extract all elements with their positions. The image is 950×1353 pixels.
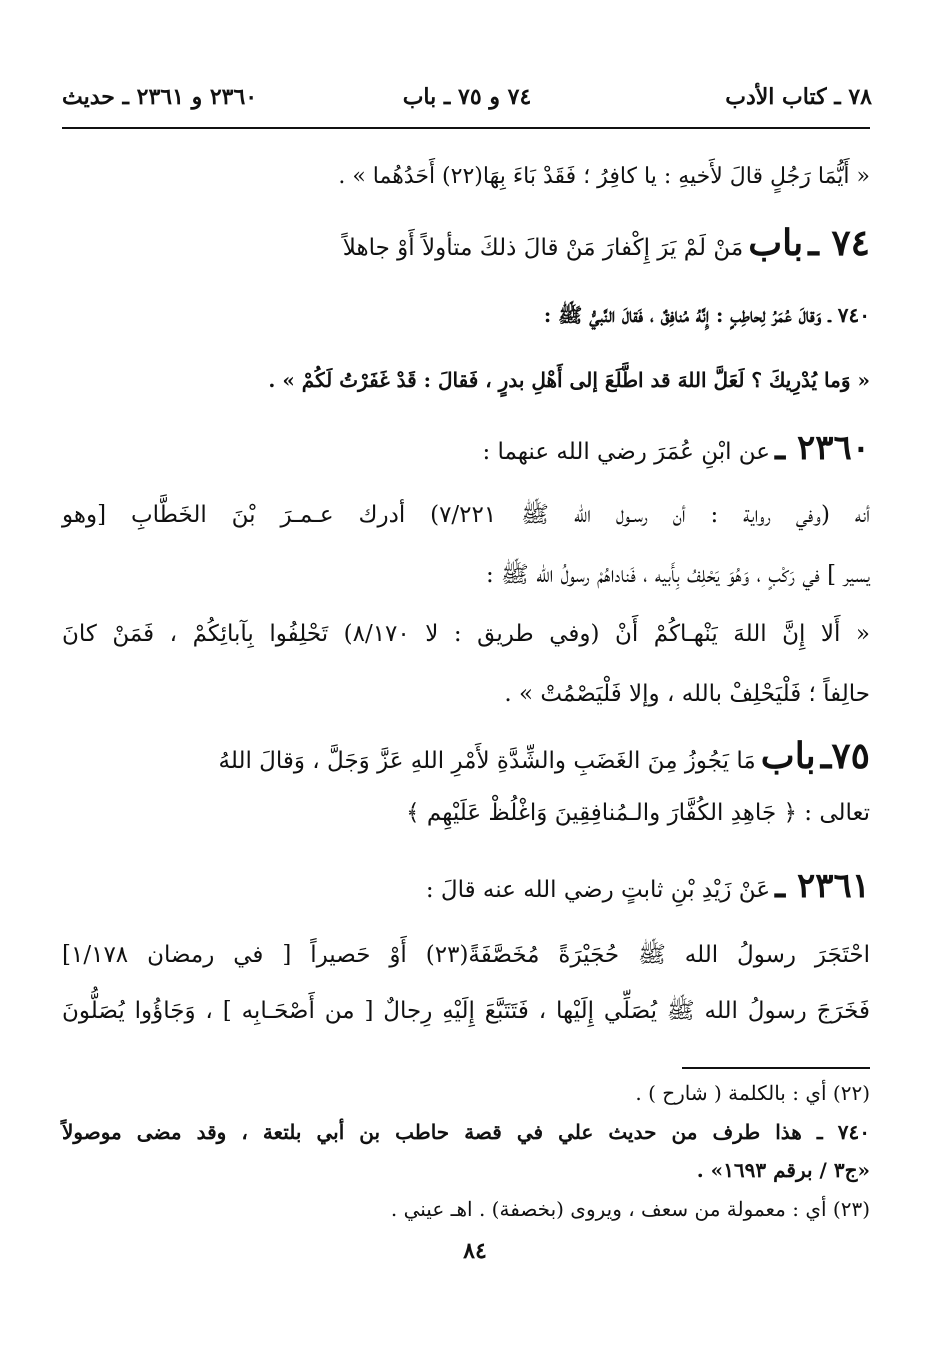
header-book-title: ٧٨ ـ كتاب الأدب [725,84,872,110]
hadith-2361-narrator: عَنْ زَيْدِ بْنِ ثابتٍ رضي الله عنه قالَ : [425,877,771,903]
hadith-2360-line-4: حالِفاً ؛ فَلْيَحْلِفْ بالله ، وإلا فَلْيَصْمُتْ » . [504,681,870,707]
hadith-2360-line-2: يسير ] في رَكْبٍ ، وَهُوَ يَحْلِفُ بِأَبيه ، فَناداهُمْ رسولُ الله ﷺ : [485,562,870,588]
athar-740-quote: « وَما يُدْرِيكَ ؟ لَعَلَّ اللهَ قد اطَّلَعَ إلى أَهْلِ بدرٍ ، فَقالَ : قَدْ غَفَرْتُ لَكُمْ » . [268,368,870,392]
hadith-continuation-line: « أَيُّمَا رَجُلٍ قالَ لأَخيهِ : يا كافِرُ ؛ فَقَدْ بَاءَ بِهَا(٢٢) أَحَدُهُما » . [338,164,870,189]
hadith-2361-heading [62,866,870,906]
footnote-22: (٢٢) أي : بالكلمة ( شارح ) . [635,1081,870,1105]
chapter-74-title: مَنْ لَمْ يَرَ إِكْفارَ مَنْ قالَ ذلكَ متأولاً أَوْ جاهلاً [342,235,744,261]
footnote-23: (٢٣) أي : معمولة من سعف ، ويروى (بخصفة) . اهـ عيني . [390,1197,870,1221]
hadith-2361-line-1: احْتَجَرَ رسولُ الله ﷺ حُجَيْرَةً مُخَصَّفَةً(٢٣) أَوْ حَصيراً [ في رمضان ١/١٧٨] [62,942,870,968]
athar-740-line: ٧٤٠ ـ وَقالَ عُمَرُ لِحاطِبٍ : إِنَّهُ مُنافِقٌ ، فَقالَ النَّبيُّ ﷺ : [543,303,870,327]
chapter-75-verse: تعالى : ﴿ جَاهِدِ الكُفَّارَ والـمُنافِقِينَ وَاغْلُظْ عَلَيْهِم ﴾ [406,800,870,826]
hadith-2360-line-1: أنه (وفي رواية : أن رسـول الله ﷺ ٧/٢٢١) أدرك عـمـرَ بْنَ الخَطَّابِ [وهو [62,502,870,528]
footnote-740-line-1: ٧٤٠ ـ هذا طرف من حديث علي في قصة حاطب بن أبي بلتعة ، وقد مضى موصولاً [62,1120,870,1144]
chapter-74-word: باب [748,222,804,264]
chapter-75-word: باب [760,735,816,777]
footnote-740-line-2: «ج٣ / برقم ١٦٩٣» . [696,1158,870,1182]
page-number: ٨٤ [463,1238,487,1264]
hadith-2361-number: ٢٣٦١ ـ [775,866,870,906]
chapter-74-number: ٧٤ ـ [808,222,870,264]
chapter-75-heading [62,735,870,777]
running-header [62,84,872,120]
header-chapters: ٧٤ و ٧٥ ـ باب [402,84,532,110]
hadith-2360-line-3: « أَلا إِنَّ اللهَ يَنْهـاكُمْ أَنْ (وفي طريق : لا ٨/١٧٠) تَحْلِفُوا بِآبائِكُمْ ، فَمَنْ كانَ [62,621,870,647]
hadith-2360-number: ٢٣٦٠ ـ [775,428,870,468]
header-hadith-numbers: ٢٣٦٠ و ٢٣٦١ ـ حديث [62,84,258,110]
chapter-75-title: مَا يَجُوزُ مِنَ الغَضَبِ والشِّدَّةِ لأَمْرِ اللهِ عَزَّ وَجَلَّ ، وَقالَ اللهُ [218,748,756,774]
hadith-2360-narrator: عن ابْنِ عُمَرَ رضي الله عنهما : [482,439,771,465]
chapter-75-number: ٧٥ـ [820,735,870,777]
hadith-2361-line-2: فَخَرَجَ رسولُ الله ﷺ يُصَلِّي إِلَيْها ، فَتَتَبَّعَ إِلَيْهِ رِجالٌ [ من أَصْحَـابِه ] ، وَجَاؤُوا يُصَلُّونَ [62,998,870,1024]
header-rule [62,127,870,129]
chapter-74-heading [62,222,870,264]
hadith-2360-heading [62,428,870,468]
footnote-rule [682,1067,870,1069]
